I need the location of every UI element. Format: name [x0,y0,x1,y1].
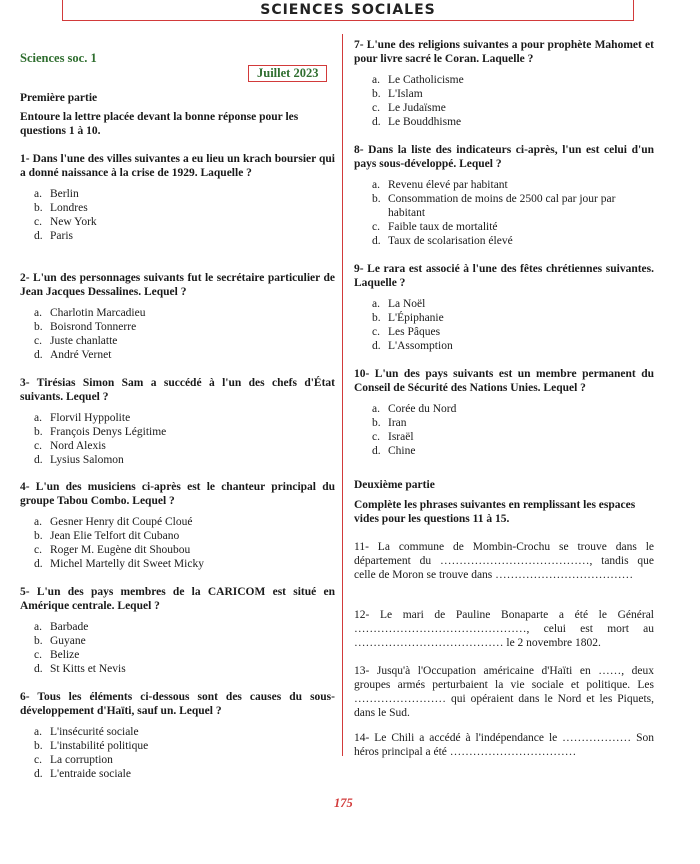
part2-title: Deuxième partie [354,479,435,491]
question-text: 2- L'un des personnages suivants fut le secrétaire particulier de Jean Jacques Dessalines. Lequel ? [20,272,335,298]
option: b. Londres [34,202,88,214]
option: d. Lysius Salomon [34,454,124,466]
question-3 [20,376,335,467]
question-7 [354,38,654,129]
option: d. Michel Martelly dit Sweet Micky [34,558,204,570]
option: c. Juste chanlatte [34,335,118,347]
question-text: 10- L'un des pays suivants est un membre permanent du Conseil de Sécurité des Nations Unies. Lequel ? [354,368,654,394]
option: a. Florvil Hyppolite [34,412,131,424]
question-5 [20,585,335,676]
option: c. Les Pâques [372,326,441,338]
question-text: 5- L'un des pays membres de la CARICOM est situé en Amérique centrale. Lequel ? [20,586,335,612]
question-9 [354,262,654,353]
question-14: 14- Le Chili a accédé à l'indépendance le ……………… Son héros principal a été …………………………… [354,732,654,758]
option: a. Revenu élevé par habitant [372,179,508,191]
option: c. La corruption [34,754,113,766]
option: d. André Vernet [34,349,112,361]
option: c. Israël [372,431,414,443]
header-banner [62,0,634,21]
question-text: 4- L'un des musiciens ci-après est le chanteur principal du groupe Tabou Combo. Lequel ? [20,481,335,507]
option: c. Belize [34,649,80,661]
question-12: 12- Le mari de Pauline Bonaparte a été le Général ………………………………………, celui est mort au ………………………………… le 2 novembre 1802. [354,609,654,649]
question-text: 1- Dans l'une des villes suivantes a eu lieu un krach boursier qui a donné naissance à la crise de 1929. Laquelle ? [20,153,335,179]
option: d. St Kitts et Nevis [34,663,126,675]
option: c. Nord Alexis [34,440,106,452]
option: a. Barbade [34,621,89,633]
option: b. Iran [372,417,407,429]
option: a. Corée du Nord [372,403,457,415]
option: a. Gesner Henry dit Coupé Cloué [34,516,193,528]
option: b. L'Épiphanie [372,312,444,324]
option: b. L'instabilité politique [34,740,149,752]
question-11: 11- La commune de Mombin-Crochu se trouve dans le département du …………………………………, tandis que celle de Moron se trouve dans ……………………………… [354,541,654,581]
option: a. Charlotin Marcadieu [34,307,146,319]
question-10 [354,367,654,458]
option: b. Guyane [34,635,86,647]
option: a. Berlin [34,188,79,200]
option: c. Le Judaïsme [372,102,446,114]
option: b. Consommation de moins de 2500 cal par jour par habitant [372,193,616,219]
option: d. Chine [372,445,416,457]
course-label: Sciences soc. 1 [20,51,97,65]
option: d. Paris [34,230,73,242]
question-text: 3- Tirésias Simon Sam a succédé à l'un des chefs d'État suivants. Lequel ? [20,377,335,403]
page-title: SCIENCES SOCIALES [260,2,436,18]
part1-title: Première partie [20,92,98,104]
exam-date-box: Juillet 2023 [248,65,327,82]
question-text: 7- L'une des religions suivantes a pour prophète Mahomet et pour livre sacré le Coran. Laquelle ? [354,39,654,65]
option: a. L'insécurité sociale [34,726,139,738]
option: b. Jean Elie Telfort dit Cubano [34,530,180,542]
question-2 [20,271,335,362]
option: d. L'Assomption [372,340,453,352]
question-8 [354,143,654,248]
option: b. L'Islam [372,88,423,100]
page-number: 175 [334,796,353,810]
option: b. François Denys Légitime [34,426,167,438]
question-13: 13- Jusqu'à l'Occupation américaine d'Haïti en ……, deux groupes armés perturbaient la vie sociale et politique. Les …………………… qui opéraient dans le Nord et les Piquets, dans le Sud. [354,665,654,719]
question-4 [20,480,335,571]
option: b. Boisrond Tonnerre [34,321,137,333]
option: a. La Noël [372,298,426,310]
option: d. Taux de scolarisation élevé [372,235,513,247]
option: c. New York [34,216,97,228]
question-text: 9- Le rara est associé à l'une des fêtes chrétiennes suivantes. Laquelle ? [354,263,654,289]
question-1 [20,152,335,243]
option: c. Roger M. Eugène dit Shoubou [34,544,191,556]
option: a. Le Catholicisme [372,74,464,86]
part2-instructions: Complète les phrases suivantes en remplissant les espaces vides pour les questions 11 à 15. [354,499,636,525]
option: d. Le Bouddhisme [372,116,462,128]
question-text: 6- Tous les éléments ci-dessous sont des causes du sous-développement d'Haïti, sauf un. Lequel ? [20,691,335,717]
option: c. Faible taux de mortalité [372,221,498,233]
column-divider [342,34,343,756]
question-6 [20,690,335,781]
part1-instructions: Entoure la lettre placée devant la bonne réponse pour les questions 1 à 10. [20,111,299,137]
option: d. L'entraide sociale [34,768,131,780]
question-text: 8- Dans la liste des indicateurs ci-après, l'un est celui d'un pays sous-développé. Lequel ? [354,144,654,170]
